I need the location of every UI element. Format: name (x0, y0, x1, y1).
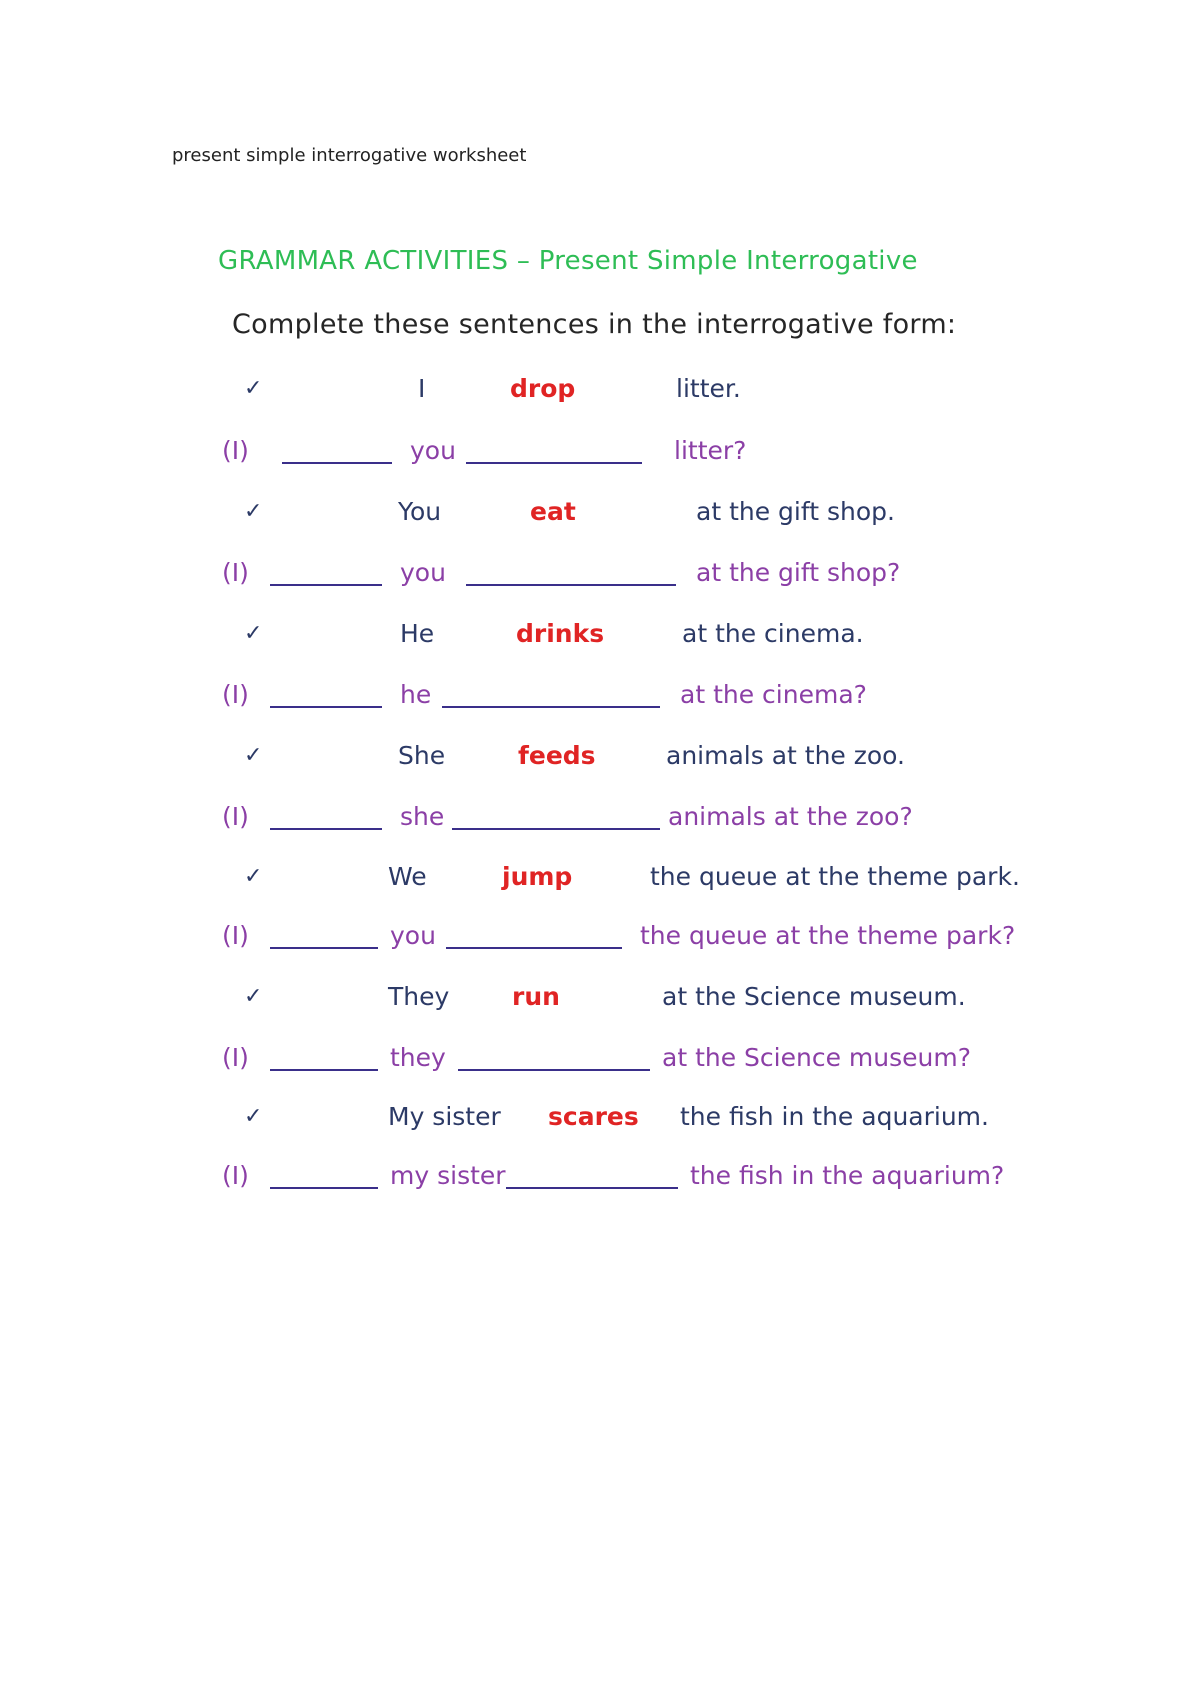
document-caption: present simple interrogative worksheet (172, 145, 527, 166)
question-number-label: (I) (222, 1161, 249, 1190)
question-number-label: (I) (222, 436, 249, 465)
question-rest: at the cinema? (680, 680, 867, 709)
given-subject: We (388, 862, 427, 891)
check-mark-icon: ✓ (244, 621, 263, 646)
given-rest: litter. (676, 374, 741, 403)
question-row (0, 794, 1200, 840)
question-subject: you (410, 436, 456, 465)
verb-blank[interactable] (452, 828, 660, 830)
given-verb: drinks (516, 619, 605, 648)
verb-blank[interactable] (506, 1187, 678, 1189)
given-subject: I (418, 374, 426, 403)
check-mark-icon: ✓ (244, 864, 263, 889)
auxiliary-blank[interactable] (270, 828, 382, 830)
verb-blank[interactable] (446, 947, 622, 949)
given-subject: You (398, 497, 442, 526)
given-sentence-row (0, 854, 1200, 900)
verb-blank[interactable] (458, 1069, 650, 1071)
auxiliary-blank[interactable] (282, 462, 392, 464)
given-verb: run (512, 982, 560, 1011)
check-mark-icon: ✓ (244, 984, 263, 1009)
question-number-label: (I) (222, 558, 249, 587)
worksheet-title: GRAMMAR ACTIVITIES – Present Simple Interrogative (218, 246, 918, 276)
question-subject: they (390, 1043, 446, 1072)
given-verb: feeds (518, 741, 596, 770)
question-rest: animals at the zoo? (668, 802, 913, 831)
auxiliary-blank[interactable] (270, 947, 378, 949)
given-verb: scares (548, 1102, 639, 1131)
given-subject: They (388, 982, 450, 1011)
question-row (0, 1153, 1200, 1199)
question-subject: she (400, 802, 445, 831)
given-sentence-row (0, 366, 1200, 412)
given-rest: the queue at the theme park. (650, 862, 1020, 891)
question-number-label: (I) (222, 1043, 249, 1072)
given-sentence-row (0, 489, 1200, 535)
question-rest: at the gift shop? (696, 558, 901, 587)
question-row (0, 672, 1200, 718)
question-rest: the queue at the theme park? (640, 921, 1016, 950)
question-number-label: (I) (222, 802, 249, 831)
auxiliary-blank[interactable] (270, 706, 382, 708)
given-verb: drop (510, 374, 576, 403)
question-rest: at the Science museum? (662, 1043, 971, 1072)
check-mark-icon: ✓ (244, 376, 263, 401)
given-rest: the fish in the aquarium. (680, 1102, 989, 1131)
given-sentence-row (0, 611, 1200, 657)
question-row (0, 428, 1200, 474)
given-sentence-row (0, 974, 1200, 1020)
auxiliary-blank[interactable] (270, 584, 382, 586)
given-verb: eat (530, 497, 576, 526)
given-sentence-row (0, 1094, 1200, 1140)
question-subject: he (400, 680, 432, 709)
question-subject: you (390, 921, 436, 950)
question-subject: you (400, 558, 446, 587)
worksheet-instruction: Complete these sentences in the interrogative form: (232, 309, 957, 340)
auxiliary-blank[interactable] (270, 1069, 378, 1071)
check-mark-icon: ✓ (244, 743, 263, 768)
verb-blank[interactable] (466, 462, 642, 464)
question-row (0, 913, 1200, 959)
check-mark-icon: ✓ (244, 1104, 263, 1129)
given-rest: animals at the zoo. (666, 741, 905, 770)
given-rest: at the cinema. (682, 619, 864, 648)
question-number-label: (I) (222, 921, 249, 950)
verb-blank[interactable] (466, 584, 676, 586)
verb-blank[interactable] (442, 706, 660, 708)
given-rest: at the gift shop. (696, 497, 895, 526)
question-row (0, 1035, 1200, 1081)
question-number-label: (I) (222, 680, 249, 709)
given-subject: She (398, 741, 446, 770)
given-subject: My sister (388, 1102, 501, 1131)
question-rest: the fish in the aquarium? (690, 1161, 1005, 1190)
given-sentence-row (0, 733, 1200, 779)
given-rest: at the Science museum. (662, 982, 966, 1011)
check-mark-icon: ✓ (244, 499, 263, 524)
given-verb: jump (502, 862, 573, 891)
question-row (0, 550, 1200, 596)
given-subject: He (400, 619, 435, 648)
auxiliary-blank[interactable] (270, 1187, 378, 1189)
question-subject: my sister (390, 1161, 506, 1190)
question-rest: litter? (674, 436, 747, 465)
